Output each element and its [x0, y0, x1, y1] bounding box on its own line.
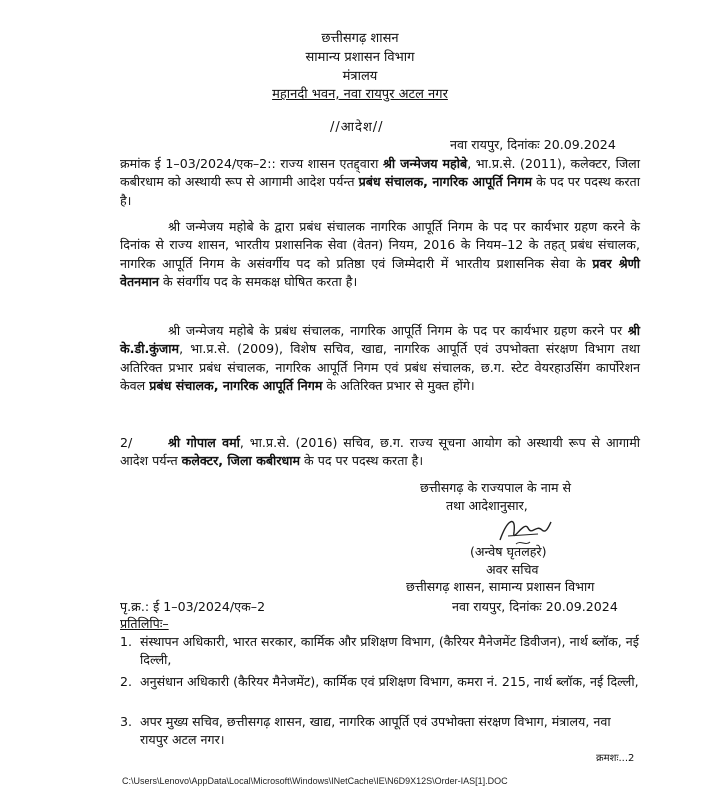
- new-post: प्रबंध संचालक, नागरिक आपूर्ति निगम: [358, 174, 533, 190]
- relieved-officer-name: श्री के.डी.कुंजाम: [120, 323, 640, 357]
- pay-scale: प्रवर श्रेणी वेतनमान: [120, 255, 640, 289]
- copy-item: 2. अनुसंधान अधिकारी (कैरियर मैनेजमेंट), कार्मिक एवं प्रशिक्षण विभाग, कमरा नं. 215, नार्थ ब्लॉक, नई दिल्ली,: [120, 674, 639, 689]
- signatory-designation: अवर सचिव: [486, 562, 539, 577]
- new-collector-name: श्री गोपाल वर्मा: [168, 435, 240, 450]
- relieved-post: प्रबंध संचालक, नागरिक आपूर्ति निगम: [149, 377, 323, 393]
- file-path: C:\Users\Lenovo\AppData\Local\Microsoft\Windows\INetCache\IE\N6D9X12S\Order-IAS[1].DOC: [122, 776, 508, 786]
- copy-heading: प्रतिलिपिः–: [120, 616, 169, 631]
- ministry-name: मंत्रालय: [342, 69, 378, 84]
- endorsement-reference: पृ.क्र.: ई 1–03/2024/एक–2: [120, 599, 266, 614]
- order-date: 20.09.2024: [543, 137, 616, 152]
- order-reference: क्रमांक ई 1–03/2024/एक–2: [120, 156, 268, 171]
- govt-name: छत्तीसगढ़ शासन: [321, 31, 399, 46]
- paragraph-number: 2/: [120, 435, 133, 450]
- order-paragraph-3: श्री जन्मेजय महोबे के प्रबंध संचालक, नागरिक आपूर्ति निगम के पद पर कार्यभार ग्रहण करने पर श्री के.डी.कुंजाम, भा.प्र.से. (2009), विशेष सचिव, खाद्य, नागरिक आपूर्ति एवं उपभोक्ता संरक्षण विभाग तथा अतिरिक्त प्रभार प्रबंध संचालक, नागरिक आपूर्ति निगम एवं प्रबंध संचालक, छ.ग. स्टेट वेयरहाउसिंग कार्पोरेशन केवल प्रबंध संचालक, नागरिक आपूर्ति निगम के अतिरिक्त प्रभार से मुक्त होंगे।: [120, 323, 640, 393]
- copy-item: 1. संस्थापन अधिकारी, भारत सरकार, कार्मिक और प्रशिक्षण विभाग, (कैरियर मैनेजमेंट डिवीजन), नार्थ ब्लॉक, नई दिल्ली,: [120, 634, 639, 668]
- copy-item: 3. अपर मुख्य सचिव, छत्तीसगढ़ शासन, खाद्य, नागरिक आपूर्ति एवं उपभोक्ता संरक्षण विभाग, मंत्रालय, नवा रायपुर अटल नगर।: [120, 714, 611, 748]
- signatory-name: (अन्वेष घृतलहरे): [470, 544, 547, 559]
- order-date-line: [450, 136, 616, 154]
- order-paragraph-4: 2/ श्री गोपाल वर्मा, भा.प्र.से. (2016) सचिव, छ.ग. राज्य सूचना आयोग को अस्थायी रूप से आगामी आदेश पर्यन्त कलेक्टर, जिला कबीरधाम के पद पर पदस्थ करता है।: [120, 435, 640, 469]
- collector-post: कलेक्टर, जिला कबीरधाम: [181, 453, 301, 469]
- order-paragraph-1: क्रमांक ई 1–03/2024/एक–2:: राज्य शासन एतद्द्वारा श्री जन्मेजय महोबे, भा.प्र.से. (2011), कलेक्टर, जिला कबीरधाम को अस्थायी रूप से आगामी आदेश पर्यन्त प्रबंध संचालक, नागरिक आपूर्ति निगम के पद पर पदस्थ करता है।: [120, 156, 641, 208]
- endorsement-date-line: नवा रायपुर, दिनांकः 20.09.2024: [452, 599, 618, 614]
- order-place: नवा रायपुर, दिनांकः: [450, 137, 540, 152]
- department-name: सामान्य प्रशासन विभाग: [305, 50, 415, 65]
- order-title: //आदेश//: [330, 120, 384, 135]
- signatory-department: छत्तीसगढ़ शासन, सामान्य प्रशासन विभाग: [406, 579, 595, 594]
- continued-marker: क्रमशः...2: [596, 753, 635, 764]
- authority-line-1: छत्तीसगढ़ के राज्यपाल के नाम से: [420, 480, 572, 495]
- order-paragraph-2: श्री जन्मेजय महोबे के द्वारा प्रबंध संचालक नागरिक आपूर्ति निगम के पद पर कार्यभार ग्रहण करने के दिनांक से राज्य शासन, भारतीय प्रशासनिक सेवा (वेतन) नियम, 2016 के नियम–12 के तहत् प्रबंध संचालक, नागरिक आपूर्ति निगम के असंवर्गीय पद को प्रतिष्ठा एवं जिम्मेदारी में भारतीय प्रशासनिक सेवा के प्रवर श्रेणी वेतनमान के संवर्गीय पद के समकक्ष घोषित करता है।: [120, 219, 640, 289]
- office-address: महानदी भवन, नवा रायपुर अटल नगर: [272, 87, 448, 102]
- officer-name: श्री जन्मेजय महोबे: [382, 156, 468, 171]
- authority-line-2: तथा आदेशानुसार,: [446, 498, 528, 513]
